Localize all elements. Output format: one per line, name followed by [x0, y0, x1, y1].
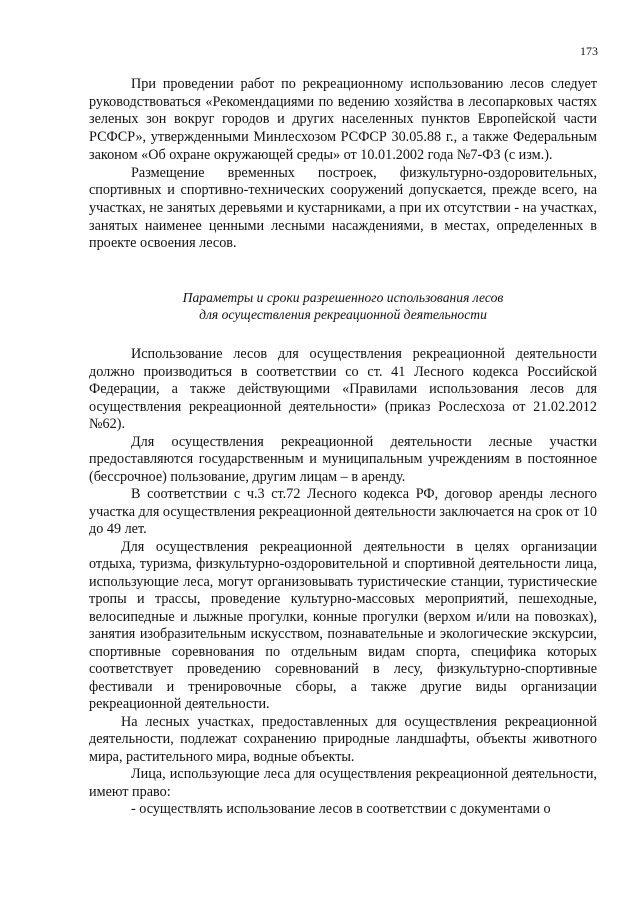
section-heading-line: Параметры и сроки разрешенного использования лесов: [182, 290, 504, 306]
page-number: 173: [580, 44, 598, 58]
paragraph: На лесных участках, предоставленных для осуществления рекреационной деятельности, подлежат сохранению природные ландшафты, объекты животного мира, растительного мира, водные объекты.: [89, 713, 597, 765]
paragraph: Для осуществления рекреационной деятельности в целях организации отдыха, туризма, физкультурно-оздоровительной и спортивной деятельности лица, использующие леса, могут организовывать туристические станции, туристические тропы и трассы, проведение культурно-массовых мероприятий, пешеходные, велосипедные и лыжные прогулки, конные прогулки (верхом и/или на повозках), занятия изобразительным искусством, познавательные и экологические экскурсии, спортивные соревнования по отдельным видам спорта, специфика которых соответствует проведению соревнований в лесу, физкультурно-спортивные фестивали и тренировочные сборы, а также другие виды организации рекреационной деятельности.: [89, 538, 597, 713]
paragraph: Для осуществления рекреационной деятельности лесные участки предоставляются государственным и муниципальным учреждениям в постоянное (бессрочное) пользование, другим лицам – в аренду.: [89, 433, 597, 485]
section-heading-line: для осуществления рекреационной деятельности: [199, 307, 487, 323]
paragraph: - осуществлять использование лесов в соответствии с документами о: [131, 801, 551, 818]
paragraph: Использование лесов для осуществления рекреационной деятельности должно производиться в соответствии со ст. 41 Лесного кодекса Российской Федерации, а также действующими «Правилами использования лесов для осуществления рекреационной деятельности» (приказ Рослесхоза от 21.02.2012 №62).: [89, 346, 597, 433]
document-body: [89, 76, 597, 819]
paragraph: При проведении работ по рекреационному использованию лесов следует руководствоваться «Рекомендациями по ведению хозяйства в лесопарковых частях зеленых зон вокруг городов и других населенных пунктов Европейской части РСФСР», утвержденными Минлесхозом РСФСР 30.05.88 г., а также Федеральным законом «Об охране окружающей среды» от 10.01.2002 года №7-ФЗ (с изм.).: [89, 76, 597, 163]
paragraph: В соответствии с ч.3 ст.72 Лесного кодекса РФ, договор аренды лесного участка для осуществления рекреационной деятельности заключается на срок от 10 до 49 лет.: [89, 486, 597, 538]
paragraph: Лица, использующие леса для осуществления рекреационной деятельности, имеют право:: [89, 766, 597, 800]
paragraph: Размещение временных построек, физкультурно-оздоровительных, спортивных и спортивно-технических сооружений допускается, прежде всего, на участках, не занятых деревьями и кустарниками, а при их отсутствии - на участках, занятых наименее ценными лесными насаждениями, в местах, определенных в проекте освоения лесов.: [89, 164, 597, 252]
section-heading: [89, 289, 597, 323]
section-body: [89, 346, 597, 819]
